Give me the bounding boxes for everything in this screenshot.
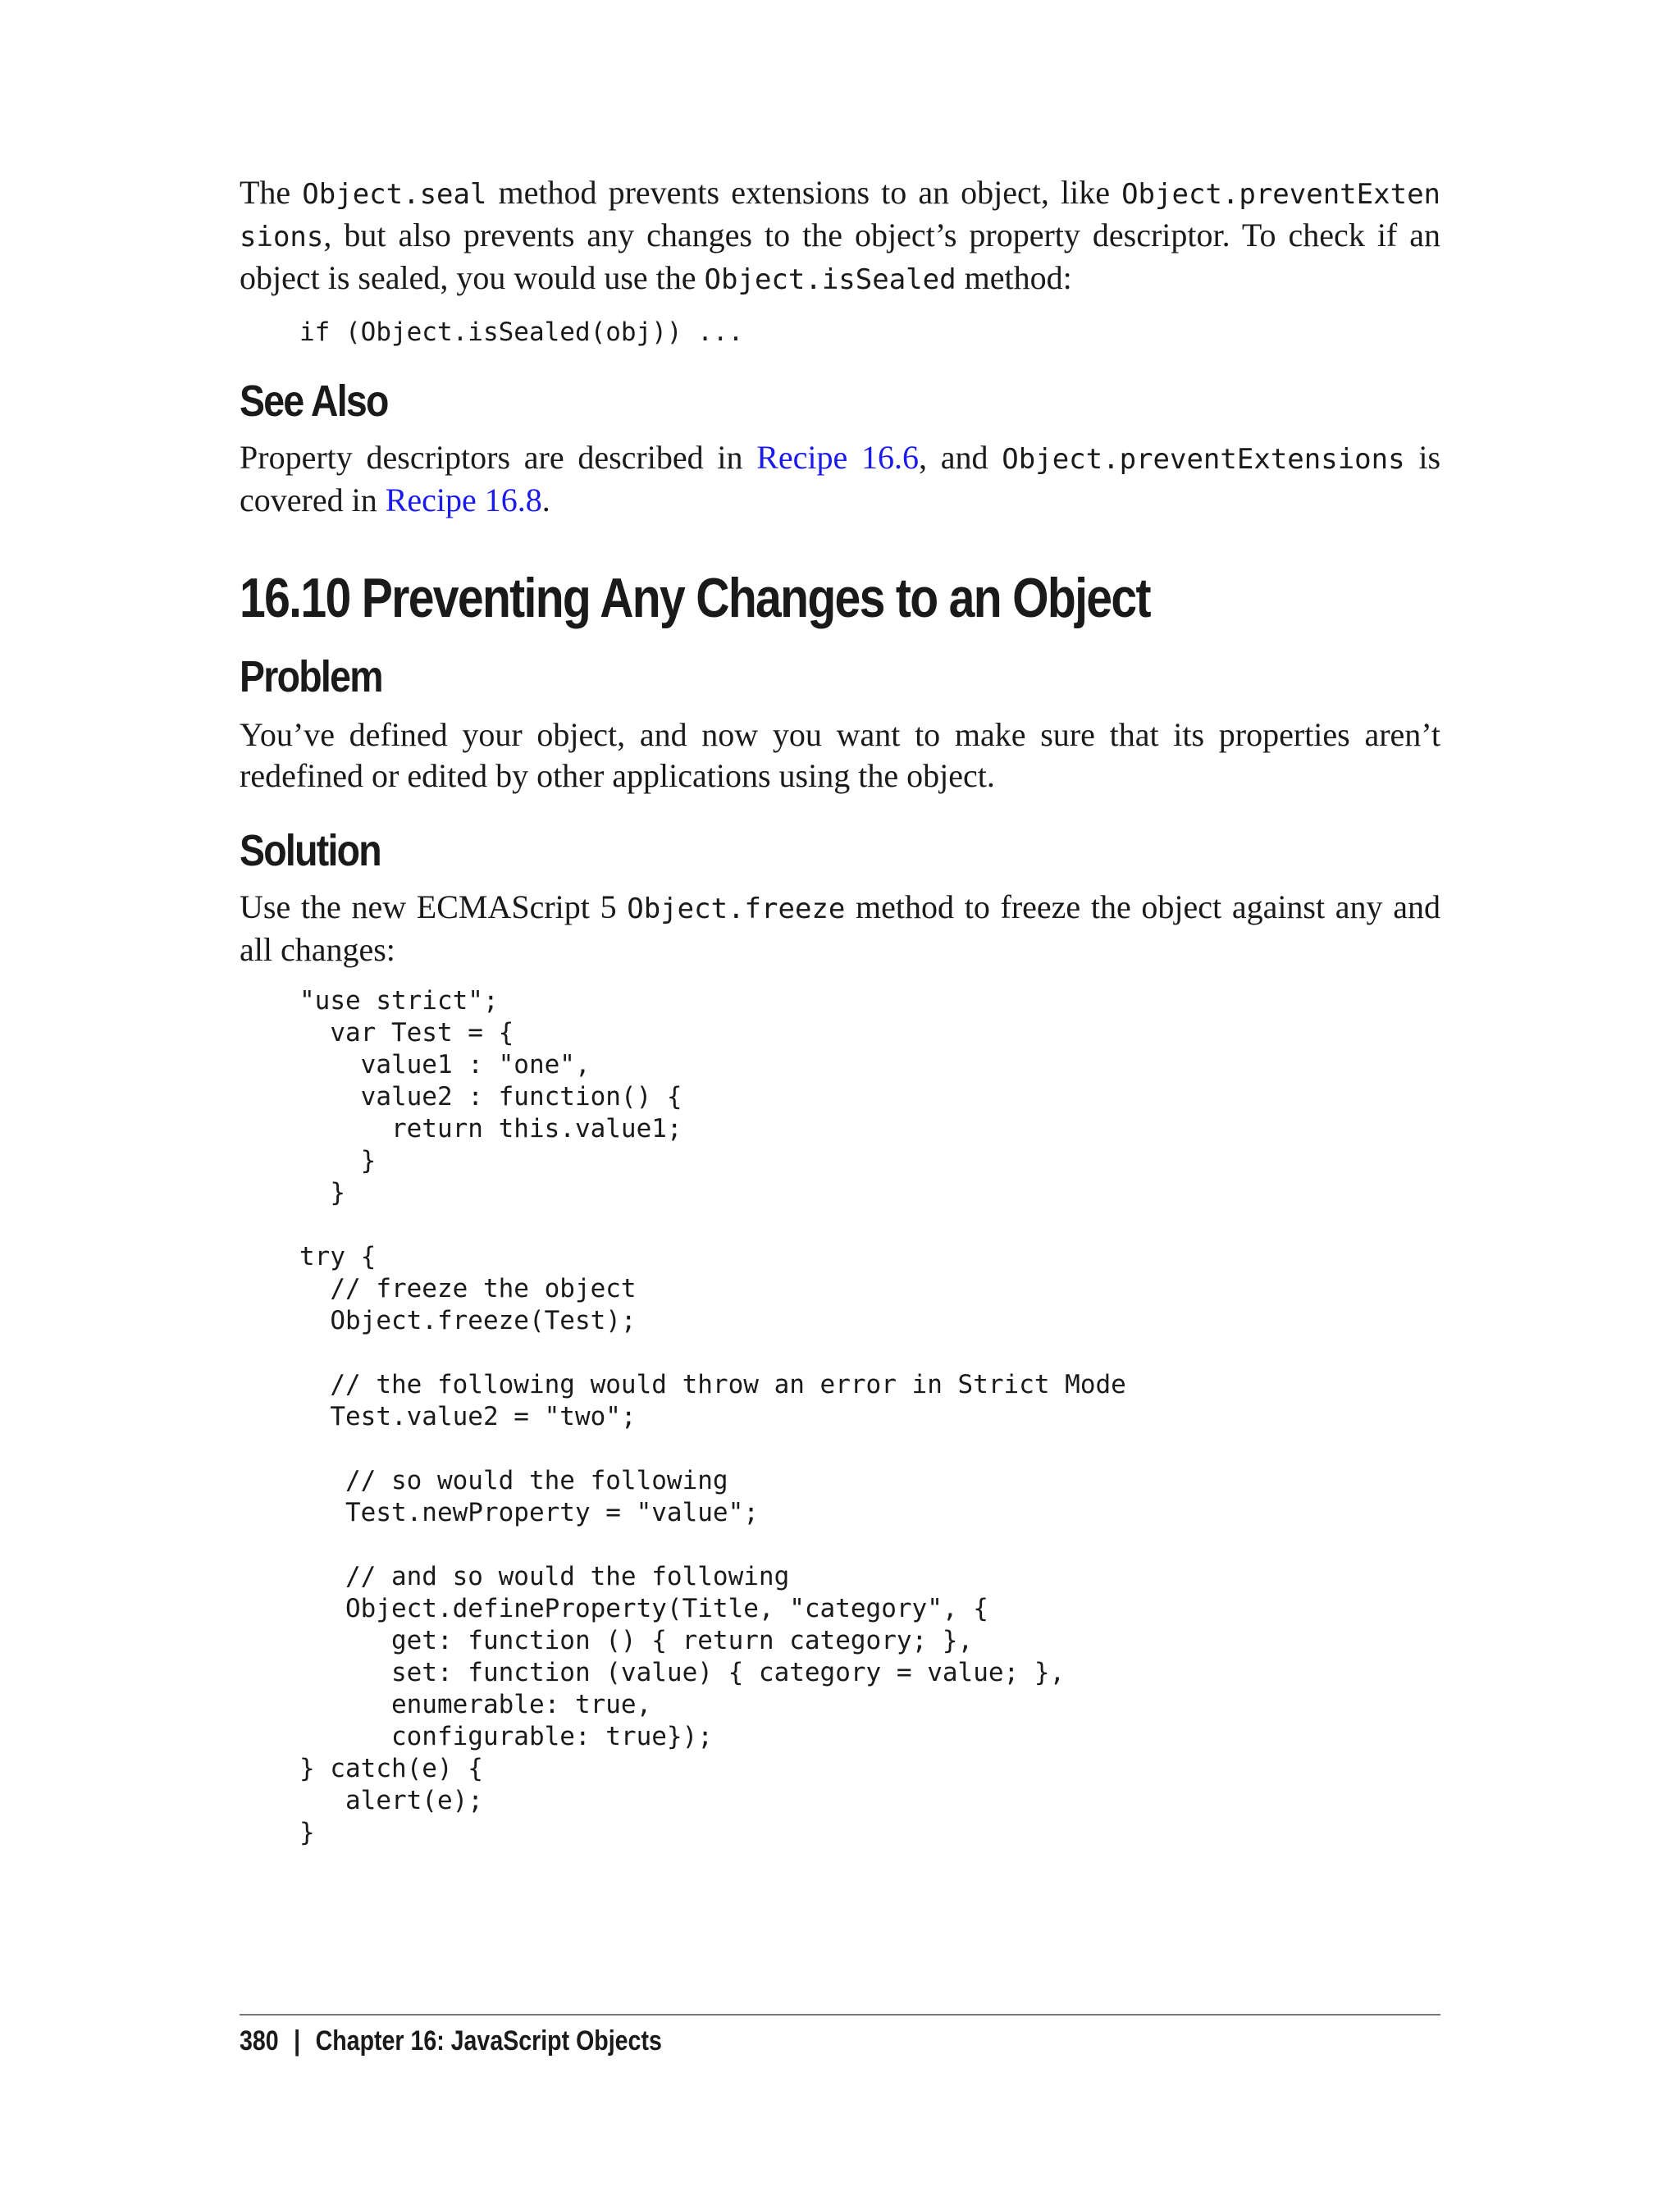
section-title: 16.10 Preventing Any Changes to an Object: [240, 567, 1150, 629]
see-also-paragraph: [240, 437, 1440, 521]
solution-text-1: Use the new ECMAScript 5: [240, 888, 628, 925]
code-block-is-sealed: if (Object.isSealed(obj)) ...: [299, 317, 744, 347]
problem-paragraph: You’ve defined your object, and now you want to make sure that its properties aren’t redefined or edited by other applications using the object.: [240, 716, 1440, 794]
page-number: 380: [240, 2025, 279, 2057]
intro-text-4: method:: [956, 259, 1072, 296]
footer-divider: [240, 2014, 1440, 2016]
problem-heading: Problem: [240, 652, 382, 701]
see-also-text-2: , and: [919, 439, 1002, 476]
solution-paragraph: [240, 887, 1440, 970]
solution-code-freeze: Object.freeze: [627, 892, 846, 925]
code-block-freeze-example: "use strict"; var Test = { value1 : "one", value2 : function() { return this.value1; } } try { // freeze the object Object.freeze(Test); // the following would throw an error in Strict Mode Test.value2 = "two"; // so would the following Test.newProperty = "value"; // and so would the following Object.defineProperty(Title, "category", { get: function () { return category; }, set: function (value) { category = value; }, enumerable: true, configurable: true}); } catch(e) { alert(e); }: [299, 986, 1126, 1847]
see-also-heading: See Also: [240, 377, 388, 426]
page-footer: [240, 2023, 662, 2059]
solution-text-2: method to freeze the object against any and all changes:: [240, 888, 1440, 968]
recipe-16-8-link[interactable]: Recipe 16.8: [385, 482, 542, 518]
recipe-16-6-link[interactable]: Recipe 16.6: [756, 439, 920, 476]
page-content: [240, 172, 1440, 1849]
intro-text-2: method prevents extensions to an object, like: [486, 174, 1122, 211]
solution-heading: Solution: [240, 826, 381, 875]
intro-code-seal: Object.seal: [302, 178, 487, 211]
intro-code-prevent-extensions: Object.preventExten sions: [240, 178, 1441, 253]
see-also-text-1: Property descriptors are described in: [240, 439, 757, 476]
see-also-text-4: .: [541, 482, 550, 518]
intro-paragraph: [240, 172, 1440, 300]
see-also-code-prevent-extensions: Object.preventExtensions: [1002, 443, 1405, 476]
chapter-title: Chapter 16: JavaScript Objects: [315, 2025, 662, 2057]
intro-text-1: The: [240, 174, 303, 211]
intro-text-3: , but also prevents any changes to the object’s property descriptor. To check if an object is sealed, you would use the: [240, 217, 1440, 296]
intro-code-is-sealed: Object.isSealed: [704, 263, 956, 296]
see-also-text-3: is covered in: [240, 439, 1441, 518]
footer-separator: |: [294, 2025, 301, 2057]
